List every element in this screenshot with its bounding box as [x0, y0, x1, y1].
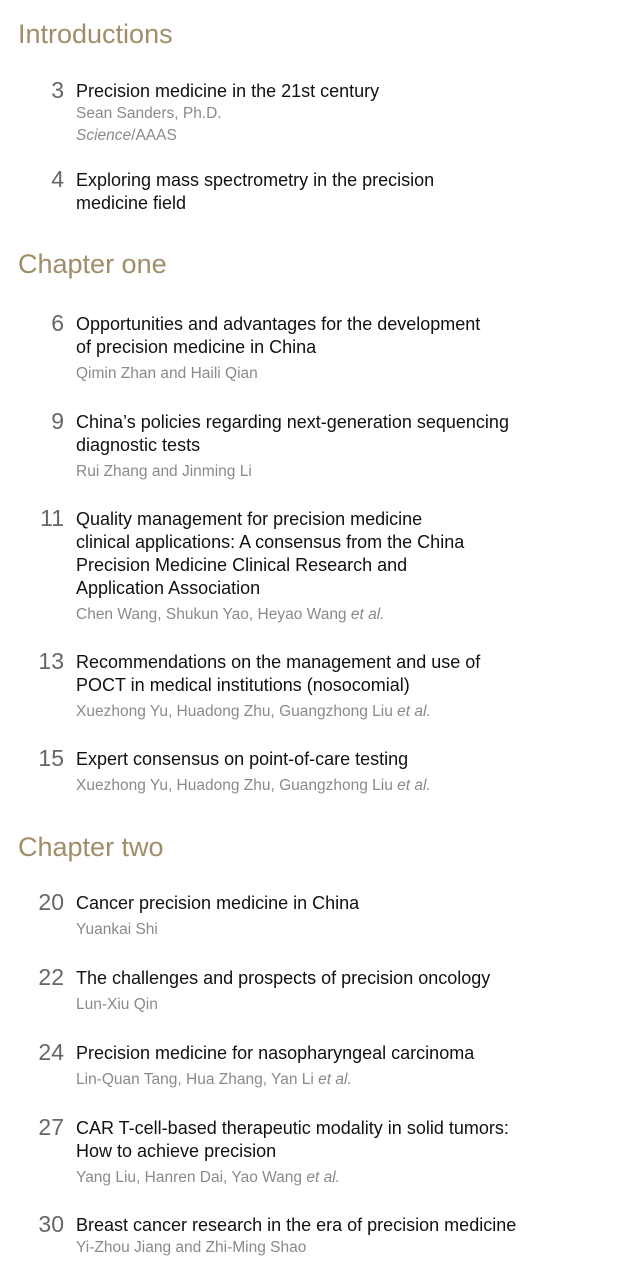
- entry-title: [76, 651, 624, 697]
- entry-title: Precision medicine for nasopharyngeal carcinoma: [76, 1043, 475, 1063]
- page-number: 4: [51, 166, 64, 192]
- page-number: 9: [51, 408, 64, 434]
- entry-authors: [76, 1069, 624, 1091]
- entry-title: [76, 169, 624, 215]
- section-heading-introductions: Introductions: [18, 19, 173, 49]
- entry-authors: Yi-Zhou Jiang and Zhi-Ming Shao: [76, 1239, 307, 1256]
- entry-title-line: medicine field: [76, 193, 187, 213]
- entry-title-line: China’s policies regarding next-generation sequencing: [76, 412, 509, 432]
- et-al: et al.: [318, 1071, 352, 1088]
- entry-title-line: Quality management for precision medicine: [76, 509, 423, 529]
- page-number: 20: [38, 889, 64, 915]
- entry-title: [76, 411, 624, 457]
- section-heading-chapter-two: Chapter two: [18, 832, 164, 862]
- entry-title: [76, 508, 624, 600]
- author-names: Xuezhong Yu, Huadong Zhu, Guangzhong Liu: [76, 703, 398, 720]
- entry-title: [76, 1117, 624, 1163]
- author-names: Yang Liu, Hanren Dai, Yao Wang: [76, 1169, 307, 1186]
- page-number: 3: [51, 77, 64, 103]
- entry-title-line: Recommendations on the management and use of: [76, 652, 481, 672]
- et-al: et al.: [306, 1169, 340, 1186]
- entry-title-line: How to achieve precision: [76, 1141, 277, 1161]
- entry-title: Breast cancer research in the era of precision medicine: [76, 1215, 517, 1235]
- page-number: 22: [38, 964, 64, 990]
- entry-authors: Yuankai Shi: [76, 921, 158, 938]
- page-number: 24: [38, 1039, 64, 1065]
- entry-title-line: Opportunities and advantages for the development: [76, 314, 481, 334]
- page-number: 6: [51, 310, 64, 336]
- et-al: et al.: [397, 777, 431, 794]
- entry-authors: [76, 701, 624, 723]
- page-number: 15: [38, 745, 64, 771]
- et-al: et al.: [397, 703, 431, 720]
- entry-title: Precision medicine in the 21st century: [76, 81, 380, 101]
- entry-authors: Rui Zhang and Jinming Li: [76, 463, 252, 480]
- entry-title: [76, 313, 624, 359]
- entry-authors: Lun-Xiu Qin: [76, 996, 158, 1013]
- entry-authors: Sean Sanders, Ph.D.: [76, 105, 222, 122]
- entry-title: The challenges and prospects of precision oncology: [76, 968, 491, 988]
- entry-authors: Qimin Zhan and Haili Qian: [76, 365, 258, 382]
- section-heading-chapter-one: Chapter one: [18, 249, 167, 279]
- page-number: 13: [38, 648, 64, 674]
- entry-title-line: CAR T-cell-based therapeutic modality in solid tumors:: [76, 1118, 509, 1138]
- entry-affiliation: [76, 125, 624, 147]
- entry-authors: [76, 775, 624, 797]
- entry-authors: [76, 604, 624, 626]
- et-al: et al.: [350, 606, 385, 623]
- entry-title: Expert consensus on point-of-care testing: [76, 749, 409, 769]
- entry-title-line: Exploring mass spectrometry in the precision: [76, 170, 435, 190]
- entry-authors: [76, 1167, 624, 1189]
- entry-title-line: POCT in medical institutions (nosocomial): [76, 675, 410, 695]
- entry-title: Cancer precision medicine in China: [76, 893, 360, 913]
- entry-title-line: of precision medicine in China: [76, 337, 317, 357]
- page-number: 30: [38, 1211, 64, 1237]
- publisher-name: /AAAS: [131, 127, 177, 144]
- entry-title-line: clinical applications: A consensus from the China: [76, 532, 465, 552]
- page-number: 11: [40, 505, 64, 531]
- author-names: Chen Wang, Shukun Yao, Heyao Wang: [76, 606, 351, 623]
- page-number: 27: [38, 1114, 64, 1140]
- entry-title-line: diagnostic tests: [76, 435, 201, 455]
- journal-name: Science: [76, 127, 132, 144]
- author-names: Xuezhong Yu, Huadong Zhu, Guangzhong Liu: [76, 777, 398, 794]
- entry-title-line: Precision Medicine Clinical Research and: [76, 555, 408, 575]
- entry-title-line: Application Association: [76, 578, 261, 598]
- author-names: Lin-Quan Tang, Hua Zhang, Yan Li: [76, 1071, 319, 1088]
